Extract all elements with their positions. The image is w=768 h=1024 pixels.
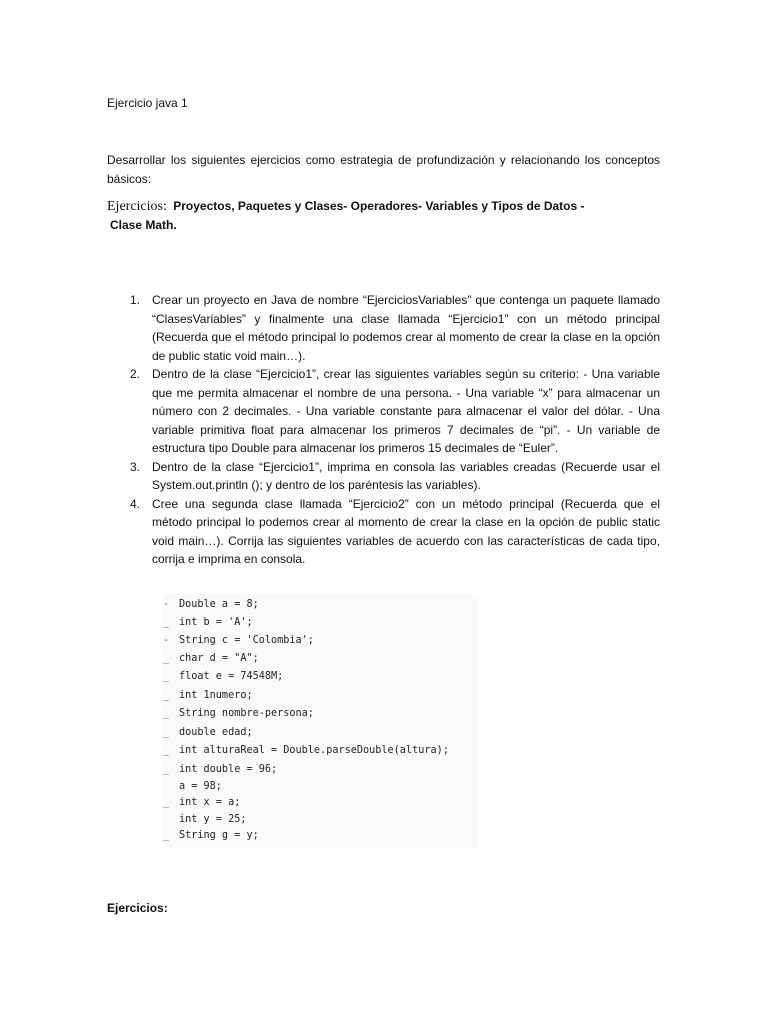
code-line: _ int 1numero; — [163, 690, 253, 701]
code-line-text: int y = 25; — [179, 814, 247, 825]
code-line: _ int x = a; — [163, 797, 241, 808]
code-line-text: float e = 74548M; — [179, 671, 284, 682]
topics-text-continued: Clase Math. — [110, 218, 177, 232]
code-line-text: int double = 96; — [179, 764, 278, 775]
code-line-text: String c = 'Colombia'; — [179, 635, 314, 646]
exercise-item — [107, 458, 660, 495]
topics-label: Ejercicios: — [107, 199, 167, 214]
exercises-heading: Ejercicios: — [107, 901, 168, 915]
code-line: _ int double = 96; — [163, 764, 278, 775]
topics-line — [107, 197, 627, 234]
exercise-number: 1. — [130, 293, 141, 307]
exercise-item — [107, 365, 660, 458]
code-line-text: String g = y; — [179, 830, 259, 841]
code-line-text: a = 98; — [179, 781, 222, 792]
code-line-text: char d = "A"; — [179, 653, 259, 664]
code-line-text: int b = 'A'; — [179, 617, 253, 628]
code-line: _ int b = 'A'; — [163, 617, 253, 628]
exercise-number: 3. — [130, 459, 141, 474]
code-line: _ double edad; — [163, 727, 253, 738]
code-line — [163, 814, 246, 825]
exercise-number: 4. — [130, 496, 141, 511]
code-line: - Double a = 8; — [163, 599, 259, 610]
code-screenshot — [163, 594, 479, 848]
code-line-text: Double a = 8; — [179, 599, 259, 610]
code-line-text: int x = a; — [179, 797, 241, 808]
code-line: _ float e = 74548M; — [163, 671, 284, 682]
exercise-number: 2. — [130, 367, 141, 381]
code-line: - String c = 'Colombia'; — [163, 635, 314, 646]
exercise-item — [107, 495, 660, 569]
exercise-text: Cree una segunda clase llamada “Ejercicio2” con un método principal (Recuerda que el método principal lo podemos crear al momento de crear la clase en la opción de public static void main…). Corrija las siguientes variables de acuerdo con las características de cada tipo, corrija e imprima en consola. — [152, 496, 660, 566]
document-title: Ejercicio java 1 — [107, 96, 188, 110]
code-line: _ String nombre-persona; — [163, 708, 314, 719]
exercise-text: Dentro de la clase “Ejercicio1”, imprima en consola las variables creadas (Recuerde usar el System.out.println (); y dentro de los paréntesis las variables). — [152, 459, 660, 492]
code-line: _ String g = y; — [163, 830, 259, 841]
topics-text: Proyectos, Paquetes y Clases- Operadores- Variables y Tipos de Datos - — [173, 199, 585, 213]
code-line-text: double edad; — [179, 727, 253, 738]
code-line: _ int alturaReal = Double.parseDouble(altura); — [163, 745, 449, 756]
exercise-list — [107, 291, 660, 569]
intro-paragraph: Desarrollar los siguientes ejercicios como estrategia de profundización y relacionando los conceptos básicos: — [107, 153, 660, 186]
exercise-item — [107, 291, 660, 365]
code-line-text: int alturaReal = Double.parseDouble(altura); — [179, 745, 449, 756]
code-line-text: int 1numero; — [179, 690, 253, 701]
exercise-text: Dentro de la clase “Ejercicio1”, crear las siguientes variables según su criterio: - Una variable que me permita almacenar el nombre de una persona. - Una variable “x” para almacenar un número con 2 decimales. - Una variable constante para almacenar el valor del dólar. - Una variable primitiva float para almacenar los primeros 7 decimales de “pi”. - Un variable de estructura tipo Double para almacenar los primeros 15 decimales de “Euler”. — [152, 367, 660, 455]
code-line-text: String nombre-persona; — [179, 708, 314, 719]
exercise-text: Crear un proyecto en Java de nombre “EjerciciosVariables” que contenga un paquete llamado “ClasesVariables” y finalmente una clase llamada “Ejercicio1” con un método principal (Recuerda que el método principal lo podemos crear al momento de crear la clase en la opción de public static void main…). — [152, 293, 660, 363]
code-line — [163, 781, 222, 792]
code-line: _ char d = "A"; — [163, 653, 259, 664]
